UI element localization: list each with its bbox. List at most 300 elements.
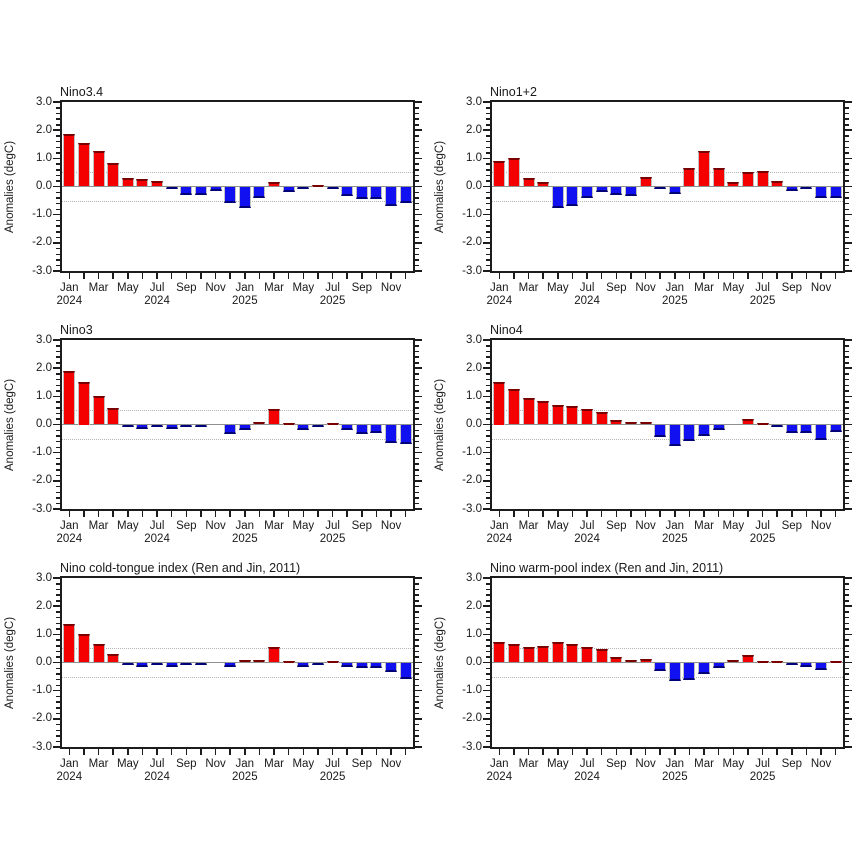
- y-tick-label: 2.0: [466, 123, 482, 136]
- y-minor-tick-right: [415, 713, 419, 715]
- y-major-tick-left: [483, 214, 490, 216]
- bar-mar-2024: [93, 396, 105, 424]
- y-tick-label: 2.0: [466, 599, 482, 612]
- y-minor-tick-right: [415, 639, 419, 641]
- x-tick: [244, 749, 246, 755]
- bar-nov-2025: [815, 425, 827, 440]
- y-minor-tick-right: [845, 497, 849, 499]
- y-minor-tick-right: [845, 463, 849, 465]
- bar-dec-2025: [830, 661, 842, 663]
- y-minor-tick-right: [415, 197, 419, 199]
- x-tick: [659, 511, 661, 517]
- bar-apr-2024: [107, 654, 119, 662]
- bar-jun-2024: [136, 425, 148, 429]
- x-year-label: 2024: [574, 295, 600, 307]
- y-major-tick-right: [415, 480, 422, 482]
- y-minor-tick-left: [56, 220, 60, 222]
- chart-title: Nino3.4: [60, 85, 104, 99]
- x-tick-label: Sep: [606, 520, 627, 532]
- reference-line: [492, 172, 843, 173]
- x-tick: [557, 273, 559, 279]
- y-minor-tick-right: [845, 118, 849, 120]
- y-minor-tick-left: [56, 248, 60, 250]
- x-tick: [332, 273, 334, 279]
- x-tick: [791, 749, 793, 755]
- y-minor-tick-right: [845, 583, 849, 585]
- y-minor-tick-right: [415, 617, 419, 619]
- y-tick-label: 1.0: [36, 389, 52, 402]
- bar-mar-2024: [523, 398, 535, 425]
- x-year-label: 2025: [232, 771, 258, 783]
- bar-feb-2025: [683, 663, 695, 680]
- y-minor-tick-left: [56, 486, 60, 488]
- x-tick: [69, 749, 71, 755]
- y-minor-tick-left: [56, 135, 60, 137]
- y-minor-tick-left: [56, 741, 60, 743]
- x-tick: [776, 273, 778, 279]
- y-minor-tick-right: [415, 356, 419, 358]
- bar-feb-2025: [253, 660, 265, 662]
- y-minor-tick-right: [845, 741, 849, 743]
- y-minor-tick-right: [845, 356, 849, 358]
- y-minor-tick-right: [415, 463, 419, 465]
- x-tick: [586, 273, 588, 279]
- y-minor-tick-left: [56, 418, 60, 420]
- y-major-tick-left: [483, 270, 490, 272]
- bar-aug-2025: [341, 187, 353, 197]
- y-minor-tick-left: [56, 118, 60, 120]
- y-major-tick-left: [483, 367, 490, 369]
- x-tick-label: Nov: [810, 282, 832, 294]
- x-tick: [616, 511, 618, 517]
- x-tick-label: Sep: [176, 758, 197, 770]
- y-tick-label: 3.0: [36, 571, 52, 584]
- bar-sep-2024: [180, 663, 192, 666]
- y-major-tick-right: [415, 452, 422, 454]
- x-tick: [346, 749, 348, 755]
- y-axis-label: Anomalies (degC): [4, 616, 16, 709]
- y-minor-tick-right: [845, 124, 849, 126]
- y-major-tick-left: [483, 452, 490, 454]
- y-minor-tick-left: [486, 180, 490, 182]
- x-tick: [586, 749, 588, 755]
- bar-may-2024: [552, 187, 564, 208]
- bar-jan-2024: [63, 134, 75, 186]
- y-minor-tick-left: [486, 225, 490, 227]
- y-minor-tick-left: [56, 679, 60, 681]
- x-tick: [332, 749, 334, 755]
- bar-nov-2025: [385, 187, 397, 207]
- y-minor-tick-left: [56, 668, 60, 670]
- y-minor-tick-left: [486, 113, 490, 115]
- bar-jul-2025: [327, 187, 339, 190]
- bar-oct-2025: [800, 663, 812, 667]
- bar-aug-2024: [596, 649, 608, 663]
- x-tick: [776, 749, 778, 755]
- x-tick-label: May: [116, 758, 139, 770]
- y-minor-tick-right: [845, 458, 849, 460]
- y-minor-tick-right: [845, 685, 849, 687]
- y-minor-tick-left: [486, 435, 490, 437]
- y-tick-label: 2.0: [466, 361, 482, 374]
- y-minor-tick-right: [845, 259, 849, 261]
- x-year-label: 2024: [144, 295, 170, 307]
- x-tick: [703, 511, 705, 517]
- x-tick: [674, 273, 676, 279]
- y-tick-label: -3.0: [32, 740, 52, 753]
- x-tick: [303, 749, 305, 755]
- y-minor-tick-right: [415, 147, 419, 149]
- bar-feb-2025: [253, 187, 265, 198]
- y-minor-tick-left: [56, 124, 60, 126]
- x-tick-label: Nov: [635, 520, 656, 532]
- x-tick: [186, 511, 188, 517]
- x-tick-label: May: [722, 758, 745, 770]
- bar-jul-2024: [581, 187, 593, 198]
- x-tick: [513, 273, 515, 279]
- y-minor-tick-right: [845, 107, 849, 109]
- y-minor-tick-right: [845, 707, 849, 709]
- x-tick: [69, 273, 71, 279]
- x-tick: [542, 273, 544, 279]
- x-tick: [112, 511, 114, 517]
- x-tick: [791, 511, 793, 517]
- x-tick-label: Jul: [755, 282, 770, 294]
- x-tick: [659, 273, 661, 279]
- bar-jan-2025: [669, 187, 681, 194]
- bar-aug-2024: [166, 663, 178, 667]
- x-tick: [156, 749, 158, 755]
- y-minor-tick-right: [415, 441, 419, 443]
- y-minor-tick-right: [415, 497, 419, 499]
- x-tick-label: Nov: [205, 758, 226, 770]
- x-tick: [630, 273, 632, 279]
- y-minor-tick-right: [845, 265, 849, 267]
- y-major-tick-left: [483, 158, 490, 160]
- y-minor-tick-left: [56, 225, 60, 227]
- y-minor-tick-left: [486, 356, 490, 358]
- y-minor-tick-left: [56, 589, 60, 591]
- y-minor-tick-left: [56, 735, 60, 737]
- y-tick-label: -3.0: [32, 502, 52, 515]
- x-tick: [689, 511, 691, 517]
- y-major-tick-right: [415, 508, 422, 510]
- y-minor-tick-right: [845, 645, 849, 647]
- x-tick: [156, 273, 158, 279]
- y-major-tick-right: [845, 242, 852, 244]
- y-major-tick-left: [483, 634, 490, 636]
- y-minor-tick-left: [486, 169, 490, 171]
- y-minor-tick-left: [486, 401, 490, 403]
- x-tick-label: Nov: [380, 282, 402, 294]
- y-minor-tick-left: [486, 623, 490, 625]
- y-minor-tick-right: [415, 152, 419, 154]
- y-minor-tick-right: [415, 379, 419, 381]
- y-minor-tick-right: [845, 351, 849, 353]
- y-minor-tick-right: [845, 237, 849, 239]
- x-tick: [390, 273, 392, 279]
- x-tick: [361, 511, 363, 517]
- x-tick-label: Mar: [88, 282, 109, 294]
- x-tick: [288, 511, 290, 517]
- x-tick: [733, 511, 735, 517]
- y-tick-label: 3.0: [36, 333, 52, 346]
- x-tick: [83, 273, 85, 279]
- x-tick: [273, 511, 275, 517]
- y-minor-tick-left: [486, 645, 490, 647]
- panel-nino-cold-tongue: [0, 561, 430, 799]
- x-tick-label: Mar: [264, 520, 284, 532]
- bar-mar-2025: [698, 663, 710, 675]
- bar-jun-2024: [566, 187, 578, 207]
- y-minor-tick-right: [845, 594, 849, 596]
- bar-jul-2024: [581, 409, 593, 424]
- x-tick-label: Sep: [781, 520, 803, 532]
- x-tick: [806, 749, 808, 755]
- x-tick-label: May: [546, 282, 569, 294]
- y-major-tick-left: [53, 158, 60, 160]
- y-minor-tick-left: [486, 265, 490, 267]
- y-minor-tick-right: [845, 475, 849, 477]
- y-minor-tick-left: [486, 141, 490, 143]
- y-minor-tick-right: [415, 701, 419, 703]
- bar-mar-2025: [698, 425, 710, 436]
- x-tick: [142, 749, 144, 755]
- bar-jul-2025: [327, 661, 339, 663]
- x-tick: [645, 511, 647, 517]
- y-minor-tick-left: [486, 385, 490, 387]
- y-minor-tick-left: [56, 265, 60, 267]
- x-tick-label: Mar: [264, 282, 284, 294]
- y-minor-tick-right: [415, 107, 419, 109]
- y-major-tick-left: [483, 339, 490, 341]
- bar-may-2024: [552, 642, 564, 662]
- y-major-tick-left: [483, 718, 490, 720]
- y-tick-label: -2.0: [462, 712, 482, 725]
- y-minor-tick-right: [415, 407, 419, 409]
- y-minor-tick-left: [56, 673, 60, 675]
- y-minor-tick-right: [845, 180, 849, 182]
- bar-oct-2024: [625, 187, 637, 197]
- y-major-tick-right: [415, 158, 422, 160]
- y-major-tick-right: [845, 452, 852, 454]
- reference-line: [492, 201, 843, 202]
- reference-line: [62, 677, 413, 678]
- y-minor-tick-right: [415, 668, 419, 670]
- y-minor-tick-left: [56, 147, 60, 149]
- y-major-tick-right: [415, 690, 422, 692]
- y-minor-tick-left: [486, 639, 490, 641]
- y-major-tick-right: [845, 186, 852, 188]
- y-minor-tick-right: [415, 254, 419, 256]
- x-tick: [747, 749, 749, 755]
- y-major-tick-left: [483, 480, 490, 482]
- y-major-tick-left: [483, 605, 490, 607]
- y-tick-label: -1.0: [32, 208, 52, 221]
- x-tick: [718, 749, 720, 755]
- bar-mar-2025: [268, 409, 280, 424]
- y-minor-tick-left: [486, 469, 490, 471]
- y-minor-tick-left: [56, 628, 60, 630]
- panel-nino3-4: [0, 85, 430, 323]
- y-major-tick-right: [845, 718, 852, 720]
- bar-oct-2024: [195, 187, 207, 195]
- x-tick-label: May: [722, 520, 745, 532]
- y-minor-tick-right: [845, 503, 849, 505]
- reference-line: [492, 677, 843, 678]
- reference-line: [62, 439, 413, 440]
- y-minor-tick-right: [415, 589, 419, 591]
- y-major-tick-right: [415, 101, 422, 103]
- bar-apr-2025: [713, 663, 725, 669]
- y-major-tick-left: [53, 634, 60, 636]
- y-minor-tick-right: [845, 225, 849, 227]
- y-minor-tick-left: [56, 617, 60, 619]
- x-tick-label: Jul: [149, 282, 165, 294]
- y-minor-tick-left: [486, 656, 490, 658]
- y-minor-tick-left: [486, 379, 490, 381]
- x-year-label: 2024: [56, 771, 83, 783]
- bar-jun-2024: [136, 179, 148, 186]
- y-axis-label: Anomalies (degC): [4, 140, 16, 233]
- bar-may-2024: [122, 425, 134, 428]
- x-tick: [200, 511, 202, 517]
- y-minor-tick-right: [415, 594, 419, 596]
- x-tick-label: Jul: [579, 520, 595, 532]
- x-tick: [332, 511, 334, 517]
- y-major-tick-right: [845, 605, 852, 607]
- bar-oct-2025: [370, 425, 382, 433]
- y-tick-label: 3.0: [466, 95, 482, 108]
- y-axis-label: Anomalies (degC): [434, 140, 446, 233]
- y-minor-tick-left: [486, 192, 490, 194]
- y-minor-tick-left: [56, 611, 60, 613]
- x-tick: [69, 511, 71, 517]
- y-minor-tick-right: [845, 651, 849, 653]
- bar-jun-2025: [312, 185, 324, 187]
- y-minor-tick-right: [415, 707, 419, 709]
- x-tick-label: Jul: [325, 282, 340, 294]
- y-minor-tick-right: [845, 362, 849, 364]
- bar-feb-2024: [508, 644, 520, 663]
- y-minor-tick-left: [486, 135, 490, 137]
- y-minor-tick-right: [415, 220, 419, 222]
- x-tick: [703, 273, 705, 279]
- y-minor-tick-right: [415, 373, 419, 375]
- bar-jul-2025: [757, 171, 769, 186]
- x-tick-label: Mar: [264, 758, 284, 770]
- bar-mar-2024: [93, 151, 105, 186]
- x-tick: [405, 273, 407, 279]
- bar-feb-2024: [78, 382, 90, 424]
- bar-aug-2024: [596, 187, 608, 193]
- y-minor-tick-right: [845, 639, 849, 641]
- chart-title: Nino warm-pool index (Ren and Jin, 2011): [490, 561, 724, 575]
- x-tick: [528, 273, 530, 279]
- y-minor-tick-left: [56, 497, 60, 499]
- x-tick: [762, 511, 764, 517]
- y-minor-tick-left: [56, 583, 60, 585]
- x-tick-label: Sep: [351, 282, 373, 294]
- y-minor-tick-right: [415, 225, 419, 227]
- y-minor-tick-right: [845, 430, 849, 432]
- y-major-tick-right: [415, 746, 422, 748]
- bar-may-2024: [552, 405, 564, 425]
- x-tick: [98, 749, 100, 755]
- bar-nov-2024: [210, 187, 222, 191]
- bar-mar-2024: [523, 647, 535, 662]
- y-tick-label: 0.0: [466, 180, 482, 192]
- bar-jun-2025: [742, 655, 754, 662]
- y-minor-tick-left: [486, 707, 490, 709]
- reference-line: [62, 648, 413, 649]
- plot-area: [490, 576, 845, 749]
- y-axis-label: Anomalies (degC): [4, 378, 16, 471]
- y-minor-tick-right: [845, 345, 849, 347]
- x-tick: [405, 511, 407, 517]
- x-tick: [674, 749, 676, 755]
- bar-sep-2024: [610, 657, 622, 662]
- y-major-tick-right: [415, 214, 422, 216]
- y-minor-tick-right: [415, 265, 419, 267]
- y-minor-tick-left: [486, 679, 490, 681]
- y-minor-tick-left: [56, 475, 60, 477]
- bar-nov-2024: [640, 177, 652, 187]
- x-year-label: 2025: [319, 771, 346, 783]
- bar-dec-2025: [400, 187, 412, 204]
- bar-nov-2025: [385, 425, 397, 443]
- bar-jul-2024: [581, 647, 593, 662]
- y-major-tick-right: [415, 424, 422, 426]
- y-minor-tick-left: [486, 741, 490, 743]
- x-tick: [499, 749, 501, 755]
- x-year-label: 2024: [56, 295, 83, 307]
- y-minor-tick-right: [845, 735, 849, 737]
- y-minor-tick-right: [845, 469, 849, 471]
- y-minor-tick-right: [845, 169, 849, 171]
- x-tick: [689, 749, 691, 755]
- bar-apr-2025: [713, 425, 725, 431]
- y-major-tick-right: [845, 634, 852, 636]
- y-tick-label: 2.0: [36, 599, 52, 612]
- y-minor-tick-right: [845, 623, 849, 625]
- y-tick-label: -2.0: [462, 236, 482, 249]
- y-minor-tick-right: [845, 113, 849, 115]
- y-minor-tick-left: [56, 413, 60, 415]
- x-tick: [835, 273, 837, 279]
- x-tick-label: Nov: [205, 520, 226, 532]
- y-minor-tick-right: [415, 113, 419, 115]
- y-minor-tick-right: [845, 152, 849, 154]
- y-major-tick-left: [483, 746, 490, 748]
- bar-jun-2024: [566, 406, 578, 424]
- bar-nov-2025: [385, 663, 397, 673]
- y-tick-label: 3.0: [466, 333, 482, 346]
- y-major-tick-left: [483, 577, 490, 579]
- y-tick-label: 1.0: [466, 389, 482, 402]
- y-minor-tick-left: [56, 379, 60, 381]
- x-year-label: 2025: [749, 295, 776, 307]
- x-tick: [317, 749, 319, 755]
- y-minor-tick-left: [56, 685, 60, 687]
- x-tick: [127, 273, 129, 279]
- y-minor-tick-right: [845, 701, 849, 703]
- y-minor-tick-left: [486, 701, 490, 703]
- x-tick: [601, 273, 603, 279]
- x-tick-label: Mar: [518, 758, 539, 770]
- x-tick: [718, 511, 720, 517]
- y-minor-tick-left: [486, 248, 490, 250]
